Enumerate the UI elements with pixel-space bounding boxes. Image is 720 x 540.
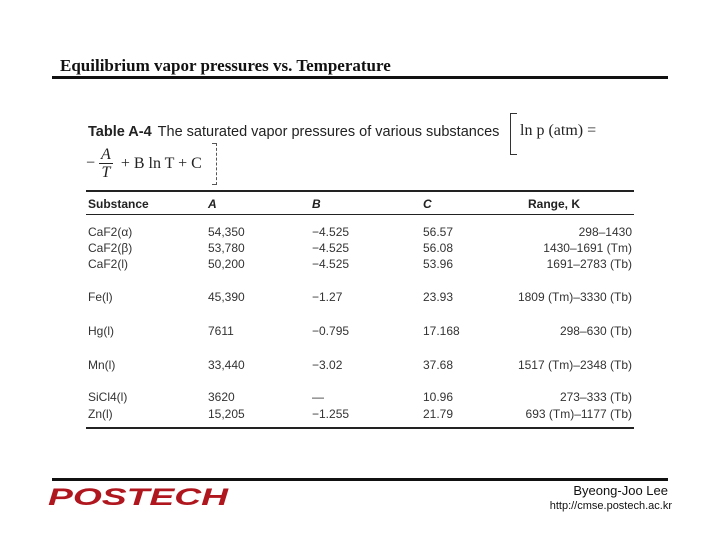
table-cell-range: 1517 (Tm)–2348 (Tb) <box>517 358 632 372</box>
table-cell-substance: Mn(l) <box>88 358 116 372</box>
table-cell-substance: SiCl4(l) <box>88 390 128 404</box>
table-cell-c: 56.08 <box>423 241 454 255</box>
header-b: B <box>312 197 321 211</box>
table-cell-range: 298–630 (Tb) <box>559 324 632 338</box>
formula-fraction <box>99 146 113 181</box>
table-cell-a: 53,780 <box>208 241 245 255</box>
formula: − $\frac{A}{T}$ + B ln T + C <box>86 146 202 181</box>
table-cell-c: 17.168 <box>423 324 460 338</box>
table-cell-c: 53.96 <box>423 257 454 271</box>
table-cell-c: 21.79 <box>423 407 454 421</box>
table-caption-text: The saturated vapor pressures of various substances <box>157 124 500 140</box>
table-cell-a: 7611 <box>208 324 234 338</box>
table-cell-substance: Hg(l) <box>88 324 114 338</box>
table-cell-b: −4.525 <box>312 257 350 271</box>
author-name: Byeong-Joo Lee <box>573 483 668 498</box>
table-cell-substance: CaF2(α) <box>88 225 133 239</box>
table-cell-substance: CaF2(β) <box>88 241 133 255</box>
table-cell-c: 37.68 <box>423 358 454 372</box>
fraction-denominator: T <box>101 164 111 181</box>
table-header-rule <box>86 214 634 215</box>
table-cell-c: 56.57 <box>423 225 454 239</box>
slide-title: Equilibrium vapor pressures vs. Temperature <box>60 56 391 75</box>
table-cell-substance: CaF2(l) <box>88 257 129 271</box>
table-cell-b: −3.02 <box>312 358 343 372</box>
title-divider <box>52 76 668 79</box>
site-url[interactable]: http://cmse.postech.ac.kr <box>549 500 672 512</box>
left-bracket <box>510 113 517 155</box>
table-cell-range: 1809 (Tm)–3330 (Tb) <box>517 290 632 304</box>
table-cell-range: 1430–1691 (Tm) <box>543 241 632 255</box>
table-cell-a: 45,390 <box>208 290 245 304</box>
table-cell-range: 1691–2783 (Tb) <box>546 257 632 271</box>
table-cell-substance: Fe(l) <box>88 290 113 304</box>
table-cell-b: −4.525 <box>312 241 350 255</box>
formula-rhs: + B ln T + C <box>120 154 202 172</box>
header-substance: Substance <box>88 197 149 211</box>
table-cell-c: 23.93 <box>423 290 454 304</box>
postech-logo <box>46 484 232 508</box>
table-cell-range: 273–333 (Tb) <box>559 390 632 404</box>
formula-lhs: ln p (atm) = <box>520 122 597 139</box>
table-cell-a: 33,440 <box>208 358 245 372</box>
header-range: Range, K <box>528 197 581 211</box>
table-label: Table A-4 <box>88 124 152 140</box>
table-cell-a: 54,350 <box>208 225 245 239</box>
table-cell-b: — <box>312 390 324 404</box>
header-a: A <box>208 197 217 211</box>
fraction-numerator: A <box>101 146 111 163</box>
table-cell-b: −1.27 <box>312 290 343 304</box>
right-bracket <box>212 143 217 185</box>
table-cell-c: 10.96 <box>423 390 454 404</box>
table-cell-a: 50,200 <box>208 257 245 271</box>
footer-divider <box>52 478 668 481</box>
table-cell-a: 3620 <box>208 390 235 404</box>
table-cell-b: −4.525 <box>312 225 350 239</box>
table-cell-range: 298–1430 <box>578 225 632 239</box>
table-cell-substance: Zn(l) <box>88 407 113 421</box>
header-c: C <box>423 197 432 211</box>
table-cell-range: 693 (Tm)–1177 (Tb) <box>525 407 632 421</box>
table-bottom-rule <box>86 427 634 429</box>
table-top-rule <box>86 190 634 192</box>
table-cell-b: −0.795 <box>312 324 350 338</box>
table-cell-a: 15,205 <box>208 407 245 421</box>
table-cell-b: −1.255 <box>312 407 350 421</box>
postech-logo-text: POSTECH <box>48 484 230 508</box>
